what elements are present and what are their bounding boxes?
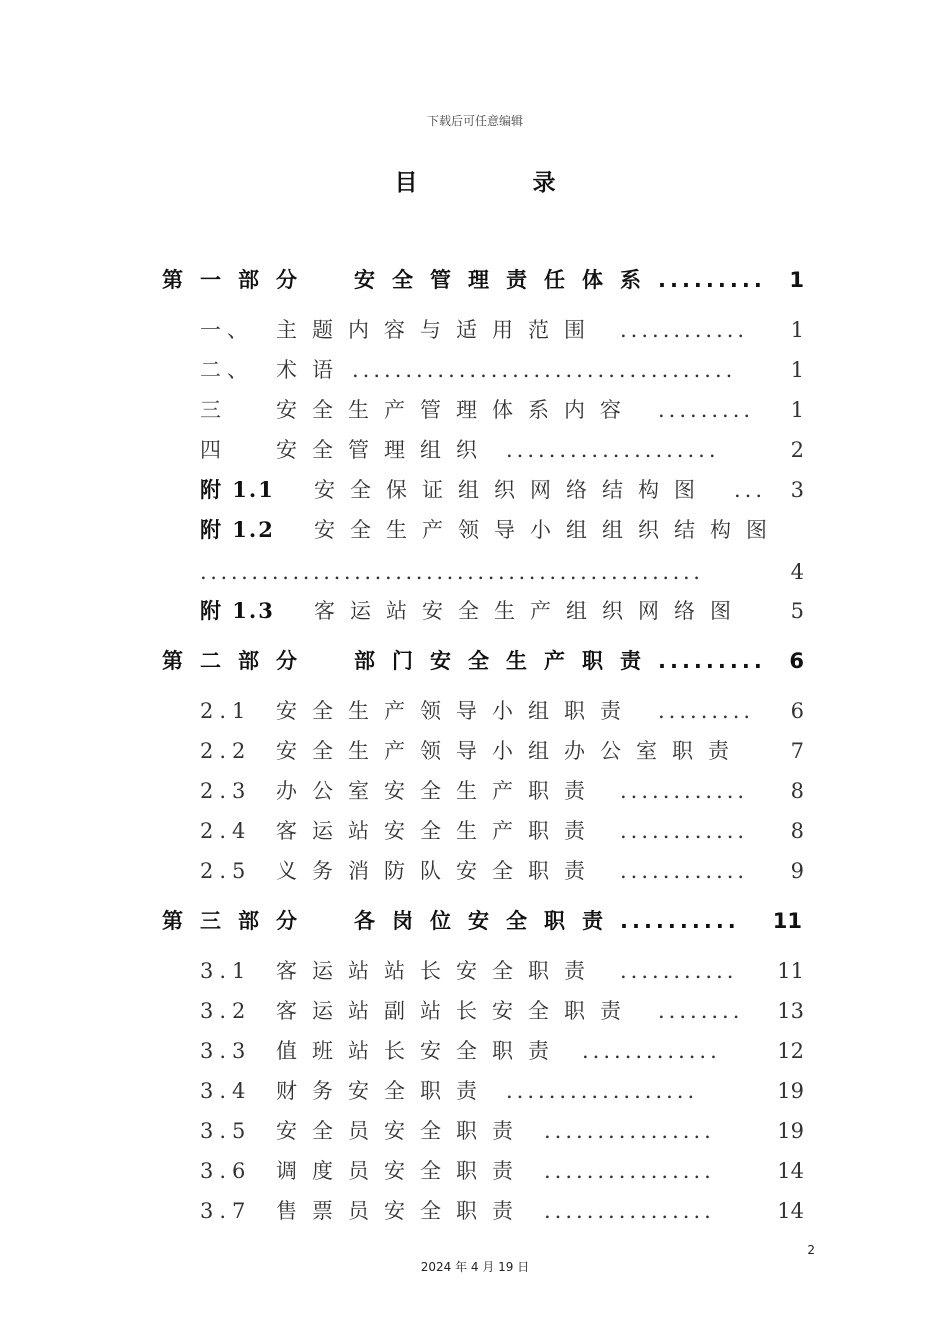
toc-label: 3.2 <box>200 999 252 1023</box>
toc-page: 19 <box>777 1119 804 1143</box>
toc-page: 3 <box>790 478 804 502</box>
toc-leader: ......... <box>658 649 766 673</box>
toc-leader: ........... <box>620 959 738 983</box>
toc-page: 1 <box>790 358 804 382</box>
toc-page: 14 <box>777 1199 804 1223</box>
toc-page: 6 <box>789 649 804 673</box>
toc-leader: ................ <box>544 1199 715 1223</box>
toc-label: 2.4 <box>200 819 252 843</box>
title-char-1: 目 <box>394 170 418 196</box>
toc-page: 2 <box>790 438 804 462</box>
page-number: 2 <box>807 1243 815 1257</box>
toc-text: 安全生产领导小组办公室职责 <box>276 739 744 763</box>
toc-label: 3.5 <box>200 1119 252 1143</box>
toc-text: 客运站安全生产组织网络图 <box>314 599 746 623</box>
toc-leader: ............ <box>620 779 749 803</box>
toc-label: 二、 <box>200 358 254 382</box>
toc-text: 财务安全职责 <box>276 1079 492 1103</box>
toc-page: 13 <box>777 999 804 1023</box>
toc-label: 第二部分 <box>162 649 314 673</box>
toc-page: 1 <box>790 318 804 342</box>
toc-text: 各岗位安全职责 <box>354 909 620 933</box>
toc-leader: ............ <box>620 859 749 883</box>
toc-leader: ................ <box>544 1119 715 1143</box>
toc-text: 主题内容与适用范围 <box>276 318 600 342</box>
toc-text: 安全生产领导小组职责 <box>276 699 636 723</box>
toc-text: 安全保证组织网络结构图 <box>314 478 710 502</box>
toc-label: 四 <box>200 438 227 462</box>
page-title <box>0 164 950 197</box>
toc-label: 3.6 <box>200 1159 252 1183</box>
toc-leader: ........ <box>658 999 744 1023</box>
toc-entry-attachment[interactable] <box>200 515 812 545</box>
toc-entry[interactable] <box>200 1076 812 1106</box>
toc-page: 19 <box>777 1079 804 1103</box>
toc-entry[interactable] <box>200 1196 812 1226</box>
toc-leader: ... <box>734 478 767 502</box>
toc-page: 6 <box>790 699 804 723</box>
toc-page: 12 <box>777 1039 804 1063</box>
toc-text: 调度员安全职责 <box>276 1159 528 1183</box>
toc-entry[interactable] <box>200 696 812 726</box>
toc-label: 附 1.1 <box>200 477 275 502</box>
toc-leader: ............ <box>620 318 749 342</box>
toc-text: 客运站安全生产职责 <box>276 819 600 843</box>
toc-entry-part-1[interactable] <box>162 265 812 295</box>
toc-page: 11 <box>772 909 802 933</box>
toc-entry[interactable] <box>200 1036 812 1066</box>
toc-text: 值班站长安全职责 <box>276 1039 564 1063</box>
toc-entry[interactable] <box>200 996 812 1026</box>
toc-entry[interactable] <box>200 736 812 766</box>
toc-label: 三 <box>200 398 227 422</box>
toc-entry-attachment[interactable] <box>200 596 812 626</box>
toc-leader: ......... <box>658 699 755 723</box>
toc-page: 5 <box>790 599 804 623</box>
toc-label: 3.3 <box>200 1039 252 1063</box>
toc-label: 第一部分 <box>162 268 314 292</box>
toc-entry[interactable] <box>200 315 812 345</box>
toc-text: 部门安全生产职责 <box>354 649 658 673</box>
toc-entry[interactable] <box>200 816 812 846</box>
toc-leader: ................................................. <box>200 560 704 584</box>
toc-leader: ............ <box>620 819 749 843</box>
toc-page: 8 <box>790 779 804 803</box>
toc-text: 安全生产管理体系内容 <box>276 398 636 422</box>
toc-page: 11 <box>777 959 804 983</box>
toc-page: 4 <box>790 560 804 584</box>
toc-leader: ......... <box>658 268 766 292</box>
toc-leader: ......... <box>658 398 755 422</box>
toc-entry-continuation[interactable] <box>200 557 812 587</box>
toc-entry[interactable] <box>200 776 812 806</box>
toc-page: 1 <box>789 268 804 292</box>
toc-label: 3.7 <box>200 1199 252 1223</box>
toc-page: 8 <box>790 819 804 843</box>
toc-entry-part-2[interactable] <box>162 646 812 676</box>
toc-entry[interactable] <box>200 355 812 385</box>
toc-text: 安全员安全职责 <box>276 1119 528 1143</box>
toc-leader: .................. <box>506 1079 699 1103</box>
footer-date: 2024 年 4 月 19 日 <box>420 1260 530 1274</box>
toc-text: 办公室安全生产职责 <box>276 779 600 803</box>
toc-label: 3.4 <box>200 1079 252 1103</box>
toc-entry-part-3[interactable] <box>162 906 812 936</box>
toc-text: 安全生产领导小组组织结构图 <box>314 518 782 542</box>
toc-label: 附 1.2 <box>200 517 275 542</box>
toc-text: 客运站站长安全职责 <box>276 959 600 983</box>
toc-leader: .......... <box>620 909 740 933</box>
toc-label: 2.3 <box>200 779 252 803</box>
toc-label: 一、 <box>200 318 254 342</box>
toc-text: 安全管理组织 <box>276 438 492 462</box>
toc-entry[interactable] <box>200 1116 812 1146</box>
toc-entry[interactable] <box>200 856 812 886</box>
toc-page: 1 <box>790 398 804 422</box>
toc-label: 3.1 <box>200 959 252 983</box>
toc-leader: .................... <box>506 438 720 462</box>
toc-page: 7 <box>790 739 804 763</box>
toc-page: 14 <box>777 1159 804 1183</box>
toc-label: 2.2 <box>200 739 252 763</box>
toc-entry[interactable] <box>200 395 812 425</box>
toc-label: 附 1.3 <box>200 598 275 623</box>
toc-text: 售票员安全职责 <box>276 1199 528 1223</box>
toc-page: 9 <box>790 859 804 883</box>
toc-entry[interactable] <box>200 435 812 465</box>
toc-entry[interactable] <box>200 1156 812 1186</box>
toc-text: 安全管理责任体系 <box>354 268 658 292</box>
toc-leader: .................................... <box>352 358 737 382</box>
page-header: 下载后可任意编辑 <box>426 114 523 128</box>
title-char-2: 录 <box>532 170 556 196</box>
toc-label: 2.5 <box>200 859 252 883</box>
toc-entry[interactable] <box>200 956 812 986</box>
toc-text: 客运站副站长安全职责 <box>276 999 636 1023</box>
toc-label: 第三部分 <box>162 909 314 933</box>
toc-label: 2.1 <box>200 699 252 723</box>
toc-entry-attachment[interactable] <box>200 475 812 505</box>
toc-text: 义务消防队安全职责 <box>276 859 600 883</box>
toc-leader: ............. <box>582 1039 721 1063</box>
toc-text: 术语 <box>276 358 348 382</box>
toc-leader: ................ <box>544 1159 715 1183</box>
